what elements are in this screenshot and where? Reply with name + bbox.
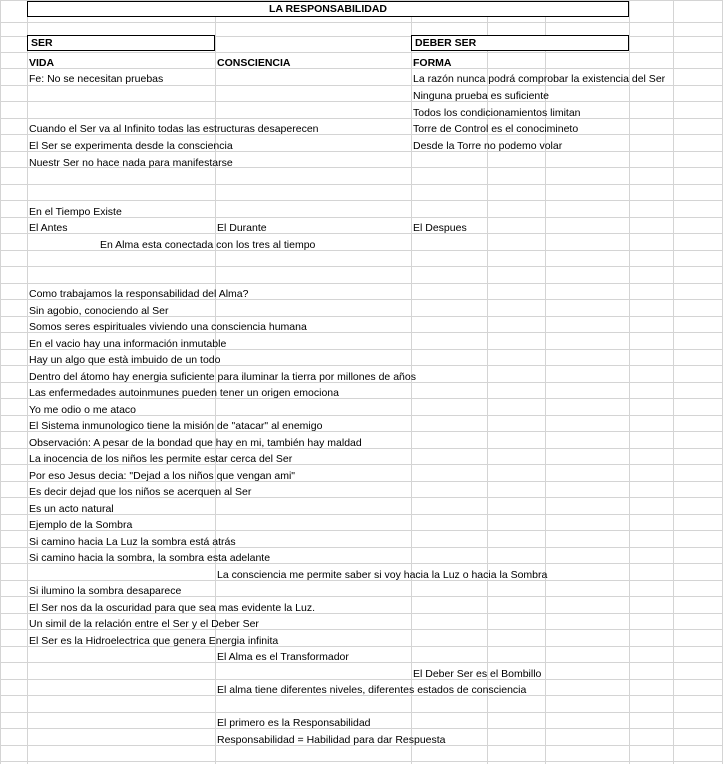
table-row: El Antes xyxy=(29,222,68,234)
column-header-forma: FORMA xyxy=(413,57,452,69)
table-row: Hay un algo que està imbuido de un todo xyxy=(29,354,221,366)
grid-line-horizontal-40 xyxy=(0,662,723,663)
grid-line-horizontal-11 xyxy=(0,184,723,185)
table-row: Yo me odio o me ataco xyxy=(29,404,137,416)
table-row: Es decir dejad que los niños se acerquen al Ser xyxy=(29,486,252,498)
table-row: El Ser nos da la oscuridad para que sea mas evidente la Luz. xyxy=(29,602,316,614)
table-row: El Deber Ser es el Bombillo xyxy=(413,668,542,680)
table-row: Ninguna prueba es suficiente xyxy=(413,90,550,102)
table-row: Las enfermedades autoinmunes pueden tener un origen emociona xyxy=(29,387,339,399)
table-row: Si camino hacia la sombra, la sombra esta adelante xyxy=(29,552,271,564)
column-header-vida: VIDA xyxy=(29,57,55,69)
table-row: Nuestr Ser no hace nada para manifestarse xyxy=(29,157,233,169)
header-deber-ser: DEBER SER xyxy=(411,35,629,51)
table-row: Ejemplo de la Sombra xyxy=(29,519,133,531)
grid-line-horizontal-41 xyxy=(0,679,723,680)
table-row: Responsabilidad = Habilidad para dar Respuesta xyxy=(217,734,446,746)
table-row: Como trabajamos la responsabilidad del Alma? xyxy=(29,288,249,300)
table-row: La consciencia me permite saber si voy hacia la Luz o hacia la Sombra xyxy=(217,569,548,581)
table-row: El Durante xyxy=(217,222,267,234)
table-row: El Ser se experimenta desde la consciencia xyxy=(29,140,233,152)
table-row: Torre de Control es el conocimineto xyxy=(413,123,579,135)
document-title: LA RESPONSABILIDAD xyxy=(27,1,629,17)
table-row: El primero es la Responsabilidad xyxy=(217,717,371,729)
table-row: Observación: A pesar de la bondad que hay en mi, también hay maldad xyxy=(29,437,362,449)
table-row: Un simil de la relación entre el Ser y el Deber Ser xyxy=(29,618,259,630)
grid-line-horizontal-43 xyxy=(0,712,723,713)
table-row: El alma tiene diferentes niveles, diferentes estados de consciencia xyxy=(217,684,527,696)
table-row: Es un acto natural xyxy=(29,503,114,515)
table-row: En Alma esta conectada con los tres al tiempo xyxy=(100,239,316,251)
grid-line-horizontal-3 xyxy=(0,52,723,53)
header-ser: SER xyxy=(27,35,215,51)
table-row: La inocencia de los niños les permite estar cerca del Ser xyxy=(29,453,293,465)
grid-line-horizontal-17 xyxy=(0,283,723,284)
grid-line-horizontal-14 xyxy=(0,233,723,234)
table-row: Dentro del átomo hay energia suficiente para iluminar la tierra por millones de años xyxy=(29,371,416,383)
table-row: En el vacio hay una información inmutable xyxy=(29,338,227,350)
grid-line-horizontal-7 xyxy=(0,118,723,119)
grid-line-horizontal-6 xyxy=(0,101,723,102)
table-row: La razón nunca podrá comprobar la existencia del Ser xyxy=(413,73,666,85)
table-row: Todos los condicionamientos limitan xyxy=(413,107,581,119)
table-row: Fe: No se necesitan pruebas xyxy=(29,73,164,85)
table-row: El Despues xyxy=(413,222,467,234)
table-row: En el Tiempo Existe xyxy=(29,206,122,218)
table-row: El Alma es el Transformador xyxy=(217,651,349,663)
table-row: Desde la Torre no podemo volar xyxy=(413,140,563,152)
grid-line-horizontal-4 xyxy=(0,68,723,69)
table-row: Si ilumino la sombra desaparece xyxy=(29,585,182,597)
table-row: Cuando el Ser va al Infinito todas las estructuras desaperecen xyxy=(29,123,319,135)
table-row: El Sistema inmunologico tiene la misión de "atacar" al enemigo xyxy=(29,420,323,432)
table-row: Si camino hacia La Luz la sombra está atrás xyxy=(29,536,236,548)
grid-line-horizontal-46 xyxy=(0,761,723,762)
table-row: Por eso Jesus decia: "Dejad a los niños que vengan ami" xyxy=(29,470,296,482)
grid-line-horizontal-16 xyxy=(0,266,723,267)
table-row: Somos seres espirituales viviendo una consciencia humana xyxy=(29,321,307,333)
column-header-consciencia: CONSCIENCIA xyxy=(217,57,291,69)
table-row: El Ser es la Hidroelectrica que genera Energia infinita xyxy=(29,635,279,647)
grid-line-horizontal-12 xyxy=(0,200,723,201)
table-row: Sin agobio, conociendo al Ser xyxy=(29,305,169,317)
grid-line-horizontal-1 xyxy=(0,22,723,23)
